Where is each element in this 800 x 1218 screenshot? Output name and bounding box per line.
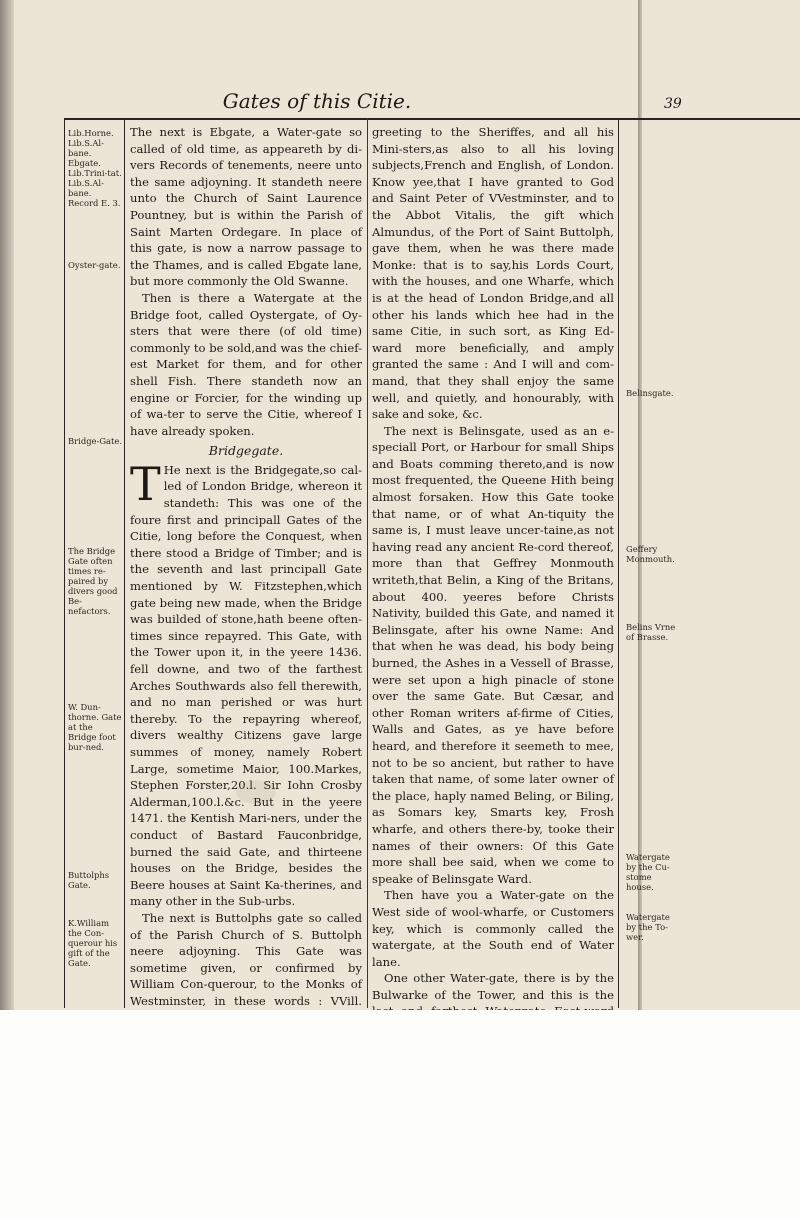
top-rule bbox=[64, 118, 800, 120]
paragraph-belinsgate: The next is Belinsgate, used as an e-speciall Port, or Harbour for small Ships and Boats comming thereto,and is now most frequented, the Queene Hith being almost forsaken. How this Gate tooke that name, or of what An-tiquity the same is, I must leave uncer-taine,as not having read any ancient Re-cord thereof, more than that Geffrey Monmouth writeth,that Belin, a King of the Britans, about 400. yeeres before Christs Nativity, builded this Gate, and named it Belinsgate, after his owne Name: And that when he was dead, his body being burned, the Ashes in a Vessell of Brasse, were set upon a high pinacle of stone over the same Gate. But Cæsar, and other Roman writers af-firme of Cities, Walls and Gates, as ye have before heard, and therefore it seemeth to mee, not to be so ancient, but rather to have taken that name, of some later owner of the place, haply named Beling, or Biling, as Somars key, Smarts key, Frosh wharfe, and others there-by, tooke their names of their owners: Of this Gate more shall bee said, when we come to speake of Belinsgate Ward. bbox=[372, 423, 614, 886]
margin-note-bridge-repaired: The Bridge Gate often times re-paired by divers good Be-nefactors. bbox=[68, 546, 118, 616]
paragraph-bridgegate bbox=[130, 456, 362, 910]
paragraph-charter: greeting to the Sheriffes, and all his Mini-sters,as also to all his loving subjects,French and English, of London. Know yee,that I have granted to God and Saint Peter of VVestminster, and to the Abbot Vitalis, the gift which Almundus, of the Port of Saint Buttolph, gave them, when he was there made Monke: that is to say,his Lords Court, with the houses, and one Wharfe, which is at the head of London Bridge,and all other his lands which hee had in the same Citie, in such sort, as King Ed-ward more beneficially, and amply granted the same : And I will and com-mand, that they shall enjoy the same well, and quietly, and honourably, with sake and soke, &c. bbox=[372, 125, 614, 422]
margin-note-bridgegate: Bridge-Gate. bbox=[68, 436, 123, 446]
margin-column-rule bbox=[124, 118, 125, 1008]
paragraph-bridgegate-text: He next is the Bridgegate,so cal-led of London Bridge, whereon it standeth: This was one of the foure first and principall Gates of the Citie, long before the Conquest, when there stood a Bridge of Timber; and is the seventh and last principall Gate mentioned by W. Fitzstephen,which gate being new made, when the Bridge was builded of stone,hath beene often-times since repayred. This Gate, with the Tower upon it, in the yeere 1436. fell downe, and two of the farthest Arches Southwards also fell therewith, and no man perished or was hurt thereby. To the repayring whereof, divers wealthy Citizens gave large summes of money, namely Robert Large, sometime Maior, 100.Markes, Stephen Forster,20.l. Sir Iohn Crosby Alderman,100.l.&c. But in the yeere 1471. the Kentish Mari-ners, under the conduct of Bastard Fauconbridge, burned the said Gate, and thirteene houses on the Bridge, besides the Beere houses at Saint Ka-therines, and many other in the Sub-urbs. bbox=[130, 462, 362, 909]
right-border-rule bbox=[618, 118, 619, 1008]
paragraph-buttolphs-gate: The next is Buttolphs gate so called of the Parish Church of S. Buttolph neere adjoyning. This Gate was sometime given, or confirmed by William Con-querour, to the Monks of Westminster, in these words : VVill. bbox=[130, 910, 362, 1008]
blank-background bbox=[0, 1010, 800, 1218]
margin-note-watergate-custome: Watergate by the Cu-stome house. bbox=[626, 852, 670, 892]
drop-cap: T bbox=[130, 456, 161, 511]
paper-stain bbox=[236, 780, 276, 804]
section-heading-bridgegate: Bridgegate. bbox=[208, 443, 284, 459]
margin-note-william-gift: K.William the Con-querour his gift of the Gate. bbox=[68, 918, 118, 968]
margin-note-buttolphs-gate: Buttolphs Gate. bbox=[68, 870, 110, 890]
margin-note-sources: Lib.Horne. Lib.S.Al-bane. Ebgate. Lib.Trini-tat. Lib.S.Al-bane. Record E. 3. bbox=[68, 128, 122, 208]
margin-note-geffery: Geffery Monmouth. bbox=[626, 544, 675, 564]
paragraph-oystergate: Then is there a Watergate at the Bridge foot, called Oystergate, of Oy-sters that were there (of old time) commonly to be sold,and was the chief-est Market for them, and for other shell Fish. There standeth now an engine or Forcier, for the winding up of wa-ter to serve the Citie, whereof I have already spoken. bbox=[130, 290, 362, 438]
margin-note-oystergate: Oyster-gate. bbox=[68, 260, 121, 270]
margin-note-gate-burned: W. Dun-thorne. Gate at the Bridge foot bur-ned. bbox=[68, 702, 122, 752]
text-column-right bbox=[372, 124, 614, 1006]
page-number: 39 bbox=[664, 96, 682, 112]
margin-note-watergate-tower: Watergate by the To-wer. bbox=[626, 912, 670, 942]
margin-note-belinsgate: Belinsgate. bbox=[626, 388, 674, 398]
paragraph-watergate-woolwharfe: Then have you a Water-gate on the West side of wool-wharfe, or Customers key, which is commonly called the watergate, at the South end of Water lane. bbox=[372, 888, 614, 969]
paragraph-ebgate: The next is Ebgate, a Water-gate so called of old time, as appeareth by di-vers Records of tenements, neere unto the same adjoyning. It standeth neere unto the Church of Saint Laurence Pountney, but is within the Parish of Saint Marten Ordegare. In place of this gate, is now a narrow passage to the Thames, and is called Ebgate lane, but more commonly the Old Swanne. bbox=[130, 125, 362, 289]
running-title: Gates of this Citie. bbox=[222, 89, 412, 113]
paragraph-watergate-tower: One other Water-gate, there is by the Bulwarke of the Tower, and this is the bbox=[372, 971, 614, 1002]
text-column-left bbox=[130, 124, 362, 1006]
margin-note-belins-urne: Belins Vrne of Brasse. bbox=[626, 622, 676, 642]
left-border-rule bbox=[64, 118, 65, 1008]
gutter-rule bbox=[367, 118, 368, 1008]
